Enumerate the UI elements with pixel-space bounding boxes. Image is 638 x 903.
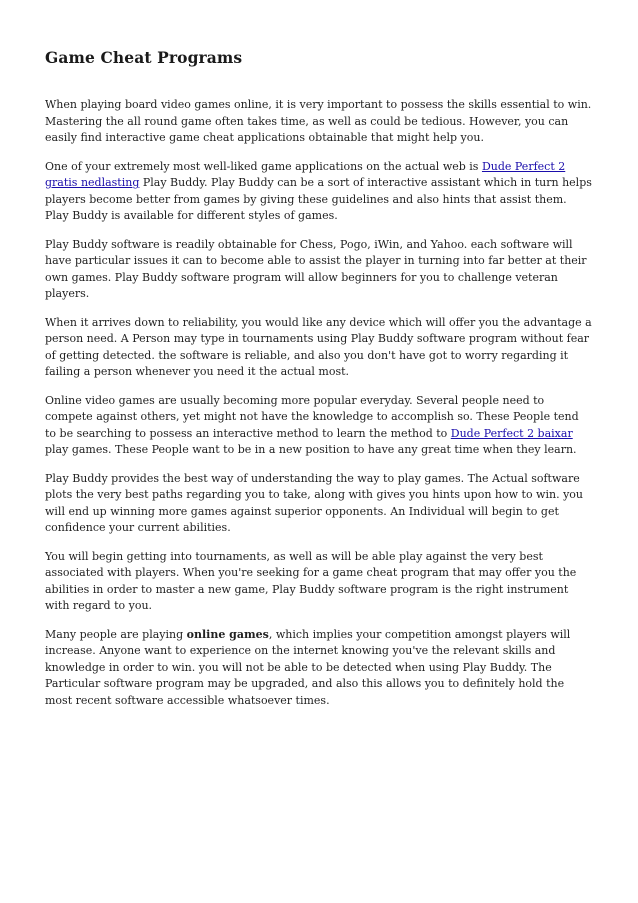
paragraph-2	[45, 159, 593, 225]
paragraph-8-text-before: Many people are playing	[45, 627, 187, 641]
paragraph-5-text-before: Online video games are usually becoming more popular everyday. Several people need to compete against others, yet might not have the knowledge to accomplish so. These People tend to be searching to possess an interactive method to learn the method to	[45, 393, 579, 440]
paragraph-2-text-before: One of your extremely most well-liked game applications on the actual web is	[45, 159, 482, 173]
page-title: Game Cheat Programs	[45, 48, 243, 67]
paragraph-4	[45, 315, 593, 381]
paragraph-3-text: Play Buddy software is readily obtainable for Chess, Pogo, iWin, and Yahoo. each software will have particular issues it can to become able to assist the player in turning into far better at their own games. Play Buddy software program will allow beginners for you to challenge veteran players.	[45, 237, 587, 300]
paragraph-2-text-after: Play Buddy. Play Buddy can be a sort of interactive assistant which in turn helps players become better from games by giving these guidelines and also hints that assist them. Play Buddy is available for different styles of games.	[45, 176, 592, 222]
dude-perfect-baixar-link[interactable]: Dude Perfect 2 baixar	[450, 426, 573, 440]
online-games-keyword: online games	[186, 627, 269, 641]
paragraph-4-text: When it arrives down to reliability, you would like any device which will offer you the advantage a person need. A Person may type in tournaments using Play Buddy software program without fear of getting detected. the software is reliable, and also you don't have got to worry regarding it failing a person whenever you need it the actual most.	[45, 315, 592, 378]
paragraph-8	[45, 627, 593, 710]
paragraph-6-text: Play Buddy provides the best way of understanding the way to play games. The Actual software plots the very best paths regarding you to take, along with gives you hints upon how to win. you will end up winning more games against superior opponents. An Individual will begin to get confidence your current abilities.	[45, 471, 583, 534]
paragraph-7	[45, 549, 593, 615]
paragraph-5-text-after: play games. These People want to be in a new position to have any great time when they learn.	[45, 443, 577, 456]
dude-perfect-gratis-link[interactable]: Dude Perfect 2 gratis nedlasting	[45, 159, 566, 189]
paragraph-1-text: When playing board video games online, it is very important to possess the skills essential to win. Mastering the all round game often takes time, as well as could be tedious. However, you can easily find interactive game cheat applications obtainable that might help you.	[45, 98, 592, 144]
paragraph-5	[45, 393, 593, 459]
paragraph-3	[45, 237, 593, 303]
paragraph-7-text: You will begin getting into tournaments, as well as will be able play against the very best associated with players. When you're seeking for a game cheat program that may offer you the abilities in order to master a new game, Play Buddy software program is the right instrument with regard to you.	[45, 549, 577, 612]
paragraph-1	[45, 97, 593, 147]
document-page	[45, 48, 593, 721]
paragraph-8-text-after: , which implies your competition amongst players will increase. Anyone want to experience on the internet knowing you've the relevant skills and knowledge in order to win. you will not be able to be detected when using Play Buddy. The Particular software program may be upgraded, and also this allows you to definitely hold the most recent software accessible whatsoever times.	[45, 627, 571, 707]
paragraph-6	[45, 471, 593, 537]
